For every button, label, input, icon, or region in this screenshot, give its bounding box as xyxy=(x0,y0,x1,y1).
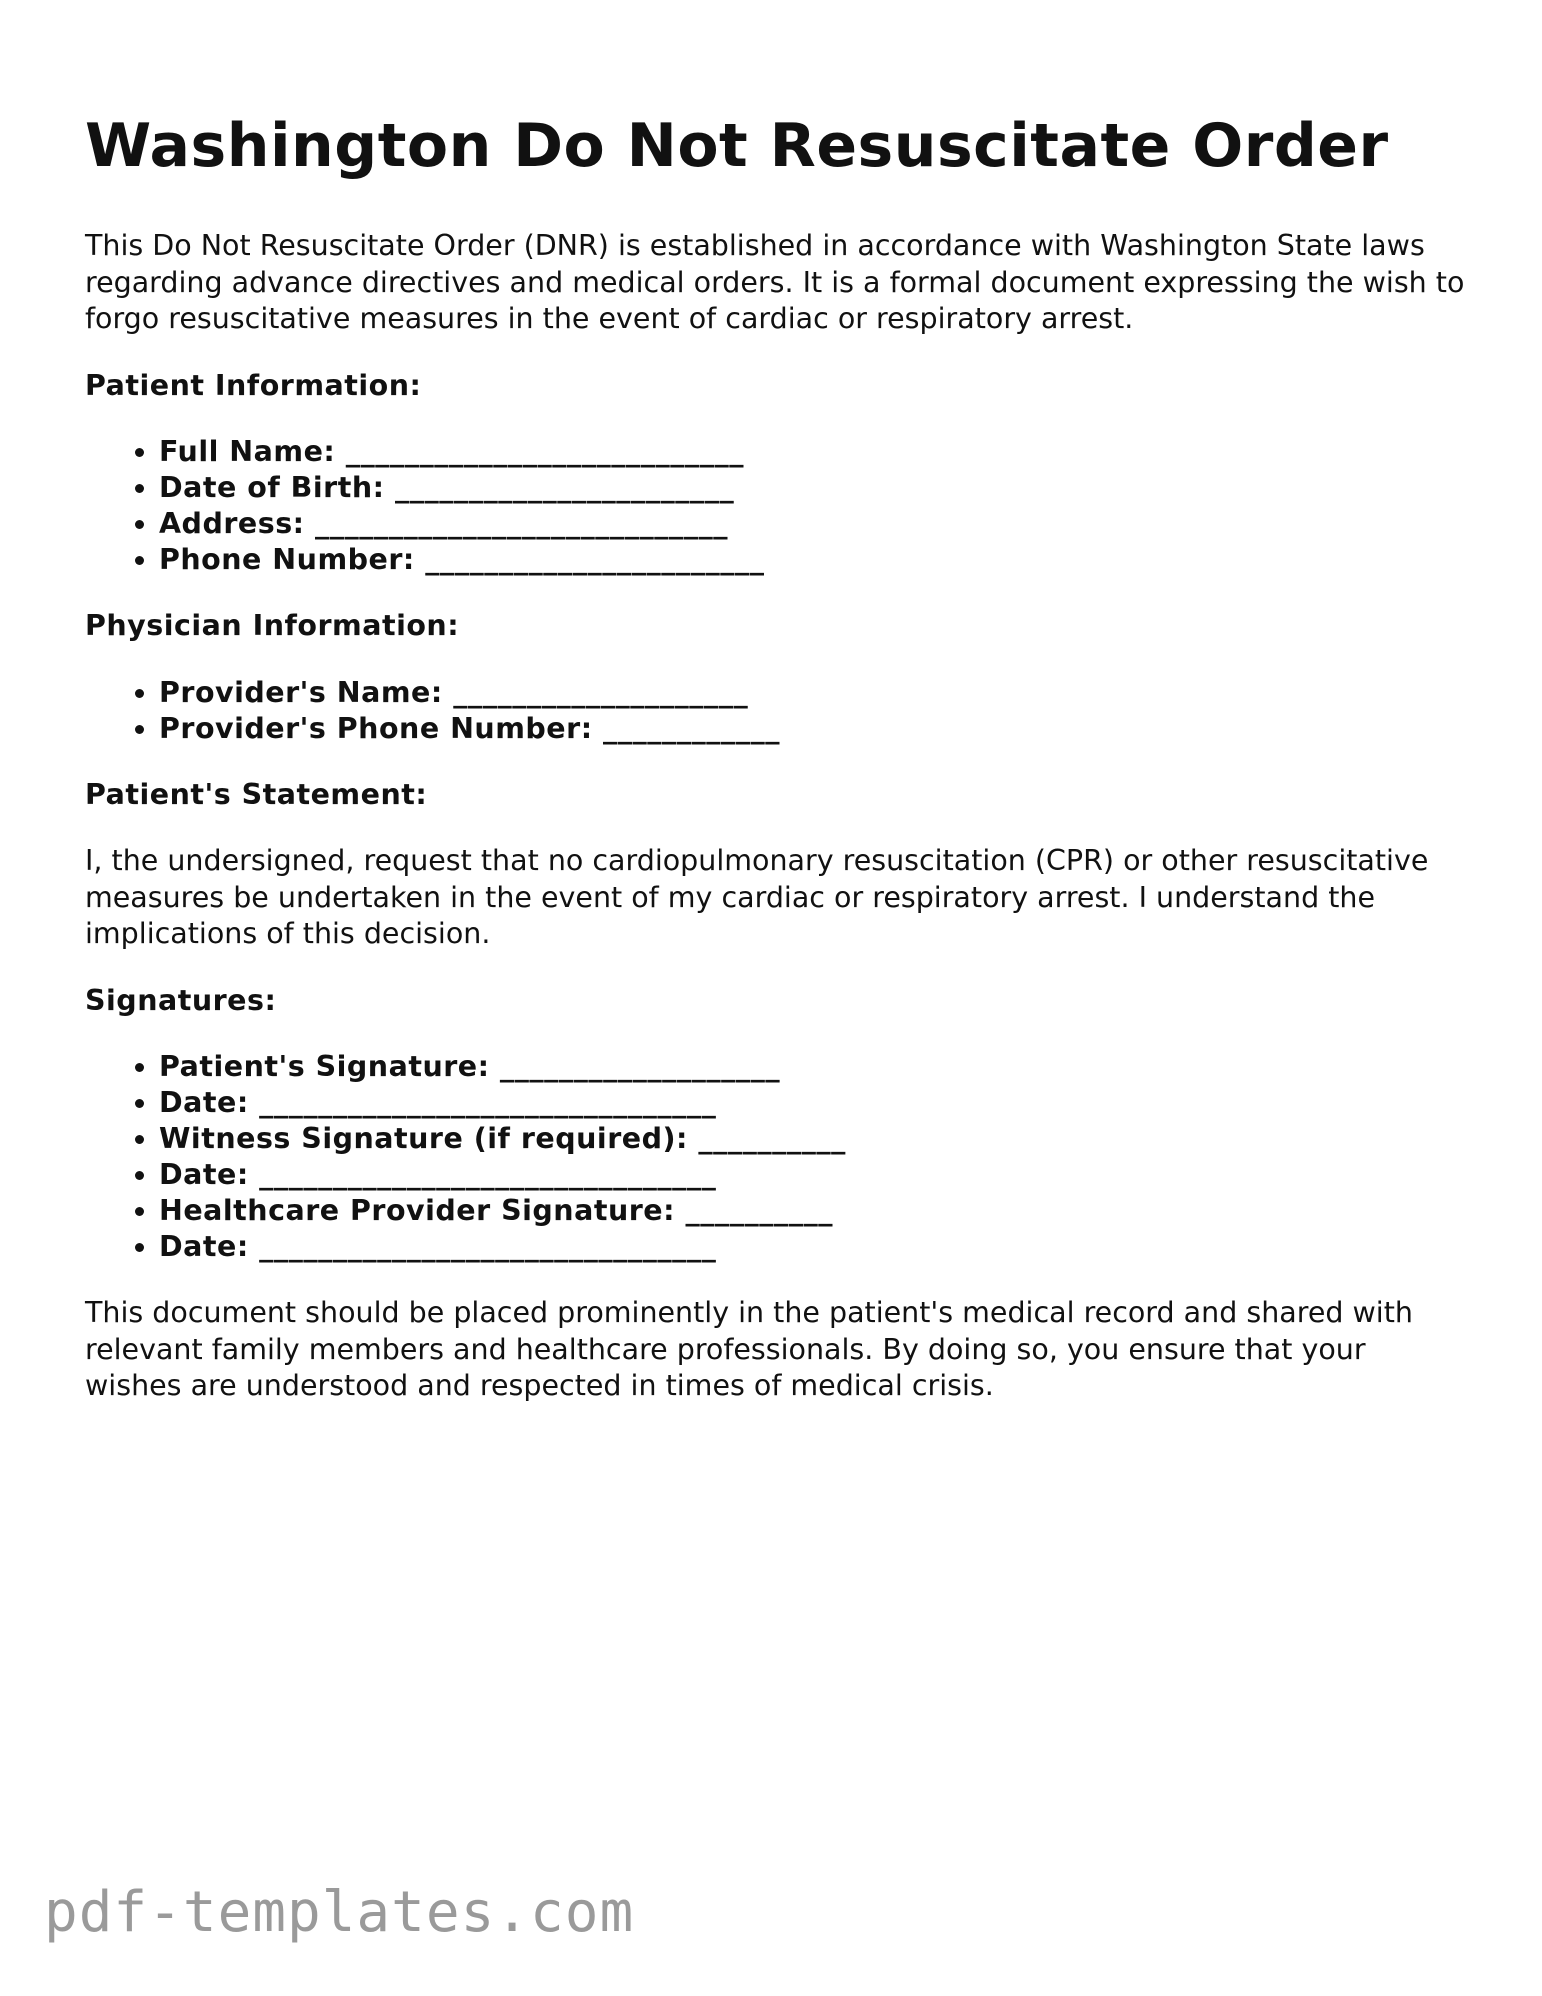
witness-signature-field: • Witness Signature (if required): __________ xyxy=(159,1121,1465,1157)
provider-name-field: • Provider's Name: ____________________ xyxy=(159,675,1465,711)
statement-heading: Patient's Statement: xyxy=(85,777,428,811)
intro-paragraph: This Do Not Resuscitate Order (DNR) is established in accordance with Washington State laws regarding advance directives and medical orders. It is a formal document expressing the wish to forgo resuscitative measures in the event of cardiac or respiratory arrest. xyxy=(85,229,1465,335)
closing-paragraph: This document should be placed prominently in the patient's medical record and shared with relevant family members and healthcare professionals. By doing so, you ensure that your wishes are understood and respected in times of medical crisis. xyxy=(85,1296,1413,1402)
provider-phone-field: • Provider's Phone Number: ____________ xyxy=(159,711,1465,747)
physician-info-list xyxy=(85,675,1465,747)
witness-signature-date-field: • Date: _______________________________ xyxy=(159,1157,1465,1193)
provider-signature-date-field: • Date: _______________________________ xyxy=(159,1229,1465,1265)
patient-dob-field: • Date of Birth: _______________________ xyxy=(159,470,1465,506)
statement-paragraph: I, the undersigned, request that no cardiopulmonary resuscitation (CPR) or other resuscitative measures be undertaken in the event of my cardiac or respiratory arrest. I understand the implications of this decision. xyxy=(85,844,1429,950)
document-page xyxy=(85,104,1465,1435)
provider-signature-field: • Healthcare Provider Signature: __________ xyxy=(159,1193,1465,1229)
patient-full-name-field: • Full Name: ___________________________ xyxy=(159,434,1465,470)
patient-info-list xyxy=(85,434,1465,578)
patient-address-field: • Address: ____________________________ xyxy=(159,506,1465,542)
signatures-heading: Signatures: xyxy=(85,983,277,1017)
patient-signature-date-field: • Date: _______________________________ xyxy=(159,1085,1465,1121)
physician-info-heading: Physician Information: xyxy=(85,609,460,642)
patient-info-heading: Patient Information: xyxy=(85,368,422,402)
signatures-list xyxy=(85,1049,1465,1265)
document-title: Washington Do Not Resuscitate Order xyxy=(85,111,1389,181)
patient-phone-field: • Phone Number: _______________________ xyxy=(159,542,1465,578)
patient-signature-field: • Patient's Signature: ___________________ xyxy=(159,1049,1465,1085)
watermark-text: pdf-templates.com xyxy=(44,1880,635,1945)
